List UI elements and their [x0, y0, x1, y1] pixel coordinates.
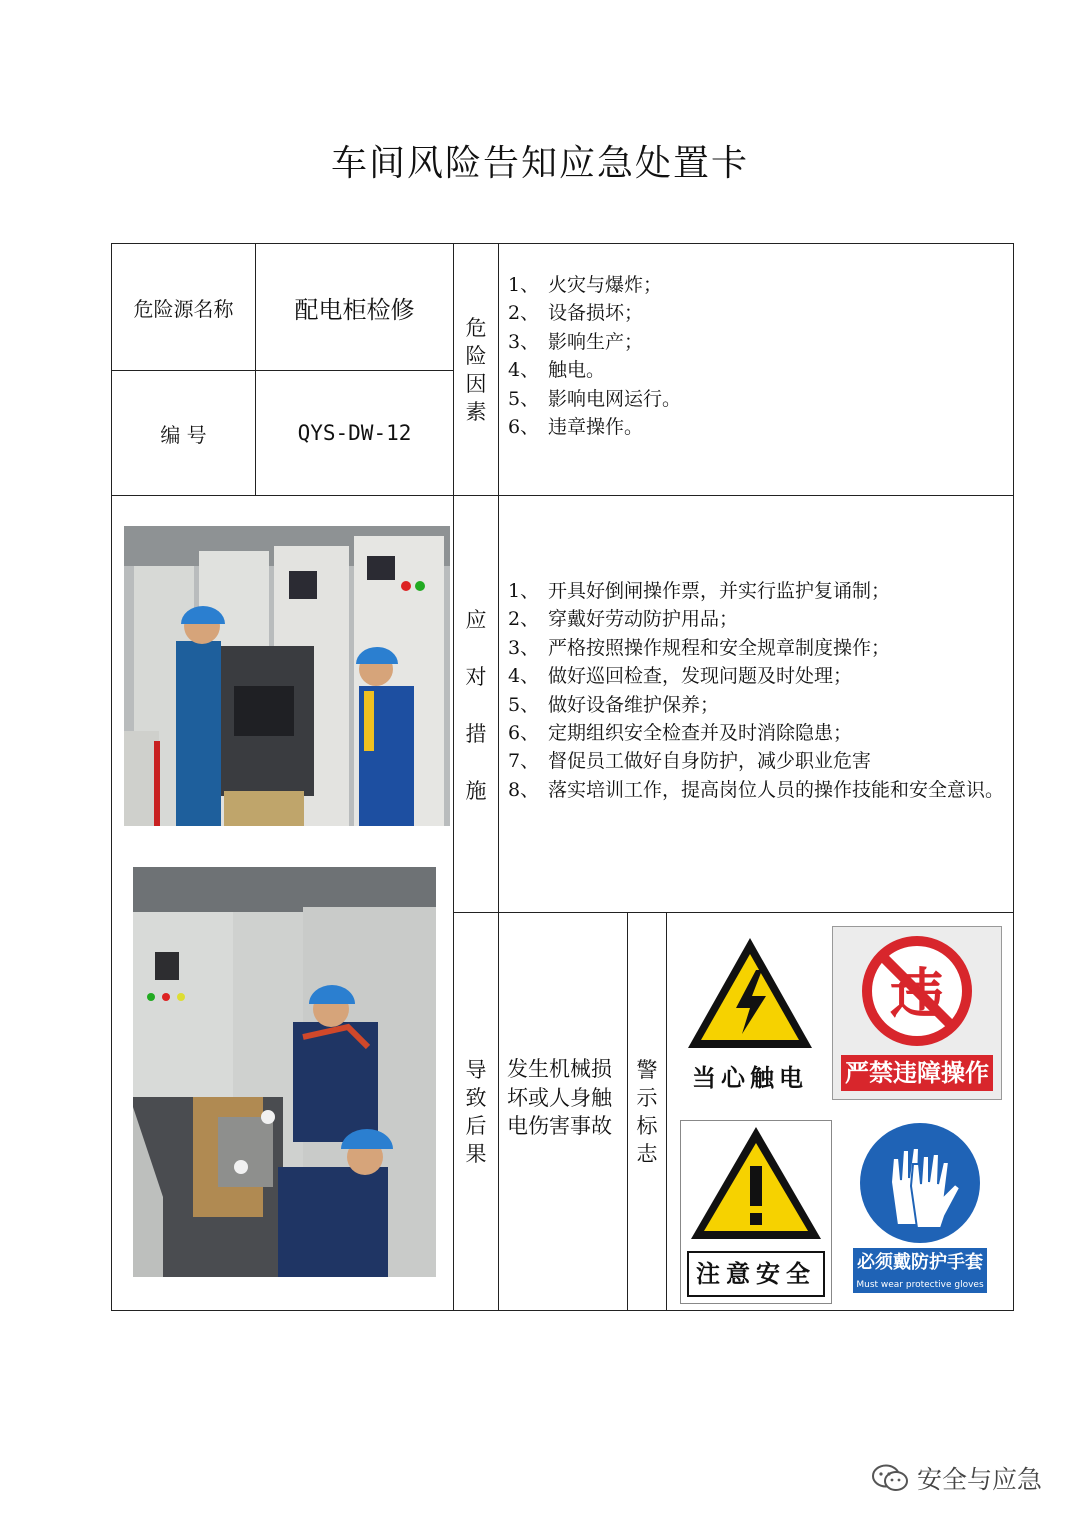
risk-factors-list [508, 271, 1003, 441]
hazard-name-label: 危险源名称 [133, 296, 234, 321]
list-item: 4、 触电。 [508, 359, 606, 382]
exclamation-warning-icon [681, 1121, 831, 1246]
measures-label: 应 对 措 施 [465, 608, 487, 803]
list-item: 3、 严格按照操作规程和安全规章制度操作； [508, 636, 891, 659]
list-item: 4、 做好巡回检查，发现问题及时处理； [508, 665, 853, 688]
code-value: QYS-DW-12 [297, 421, 412, 445]
high-voltage-warning-icon [680, 930, 820, 1055]
maintenance-photo-1 [124, 526, 450, 826]
list-item: 2、 设备损坏； [508, 302, 644, 325]
maintenance-photo-2 [133, 867, 436, 1277]
code-label: 编 号 [160, 422, 207, 447]
hazard-name-value: 配电柜检修 [294, 295, 415, 324]
wechat-icon [871, 1463, 909, 1493]
no-violation-sign: 违 严禁违障操作 [832, 926, 1002, 1100]
measures-list [508, 577, 1005, 804]
list-item: 3、 影响生产； [508, 330, 644, 353]
consequence-text: 发生机械损坏或人身触电伤害事故 [507, 1057, 612, 1138]
gloves-sign: 必须戴防护手套 Must wear protective gloves [845, 1120, 995, 1298]
list-item: 5、 影响电网运行。 [508, 387, 682, 410]
risk-factors-label: 危 险 因 素 [465, 316, 487, 424]
caution-sign: 注意安全 [680, 1120, 832, 1304]
list-item: 2、 穿戴好劳动防护用品； [508, 608, 739, 631]
warning-signs-label: 警 示 标 志 [636, 1057, 658, 1166]
list-item: 5、 做好设备维护保养； [508, 693, 720, 716]
list-item: 1、 开具好倒闸操作票，并实行监护复诵制； [508, 580, 891, 602]
page-title: 车间风险告知应急处置卡 [330, 143, 749, 184]
list-item: 6、 违章操作。 [508, 416, 644, 439]
list-item: 8、 落实培训工作，提高岗位人员的操作技能和安全意识。 [508, 778, 1005, 801]
watermark: 安全与应急 [871, 1460, 1042, 1496]
list-item: 7、 督促员工做好自身防护，减少职业危害 [508, 750, 872, 773]
consequence-label: 导 致 后 果 [465, 1057, 487, 1166]
gloves-icon [845, 1120, 995, 1245]
electric-shock-sign: 当心触电 [680, 930, 820, 1100]
list-item: 1、 火灾与爆炸； [508, 274, 663, 296]
list-item: 6、 定期组织安全检查并及时消除隐患； [508, 722, 853, 745]
